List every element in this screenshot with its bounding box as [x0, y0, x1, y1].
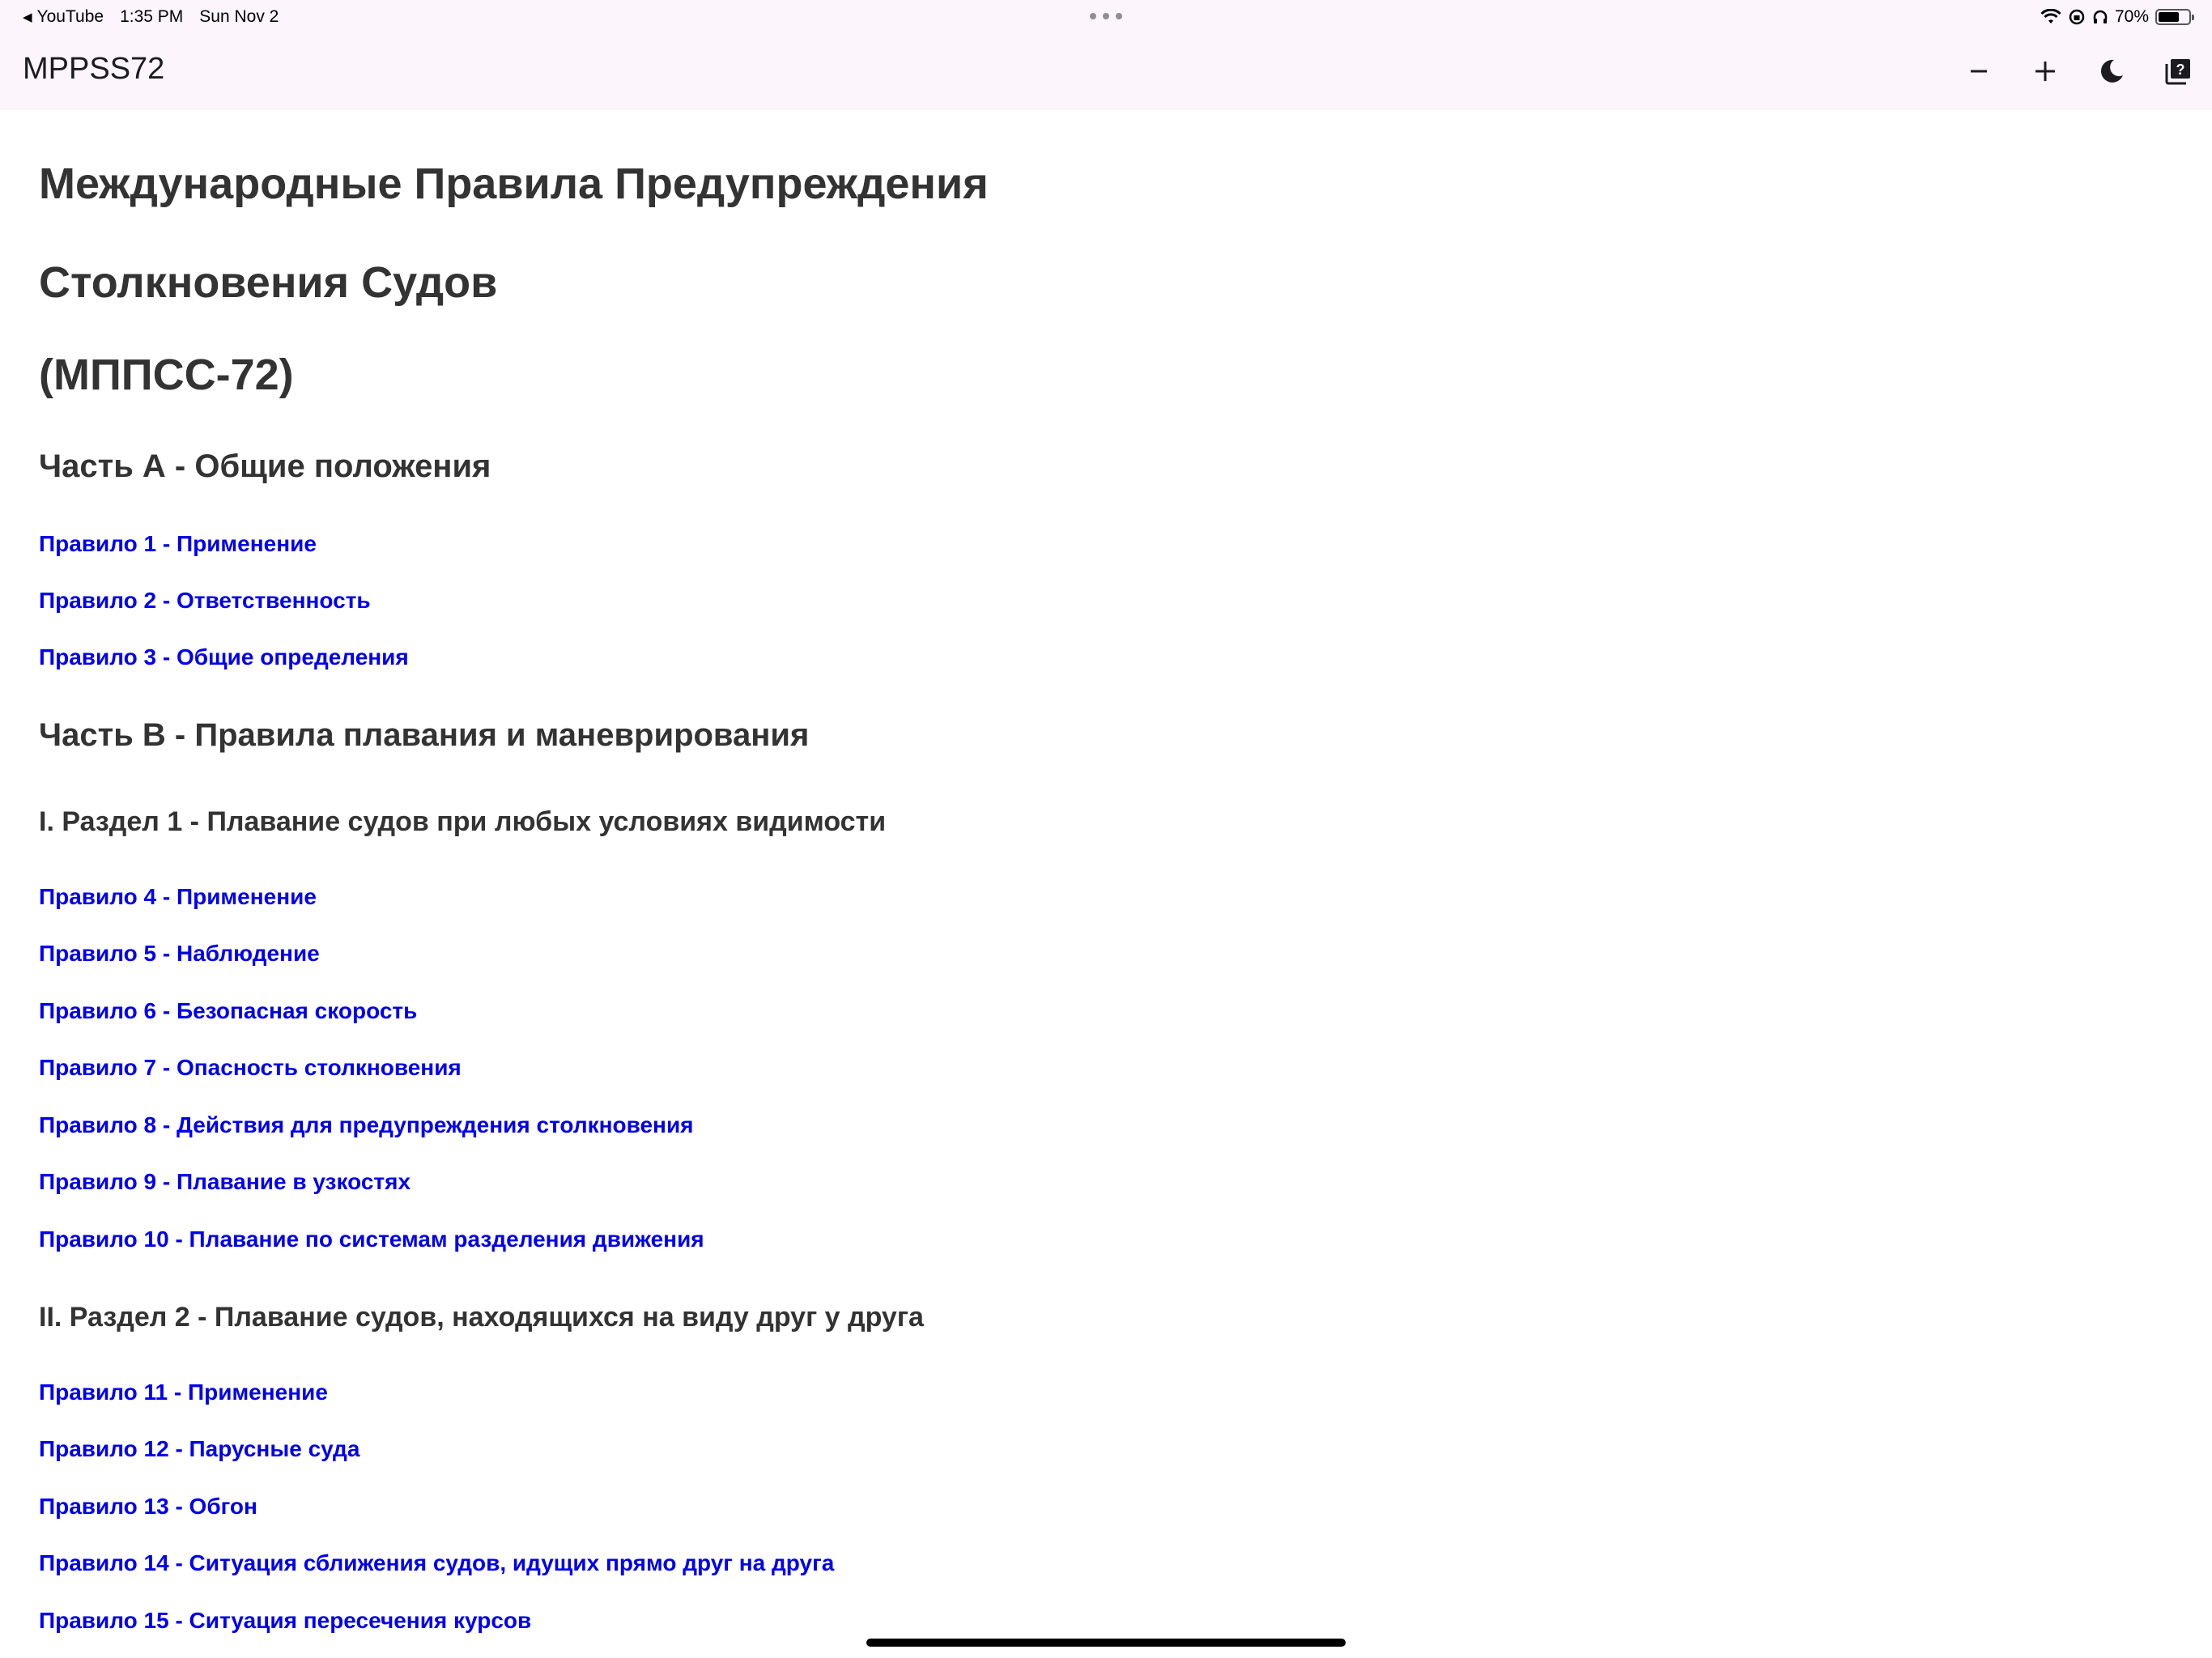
rule-link[interactable]: Правило 10 - Плавание по системам разделения движения [39, 1226, 704, 1252]
app-title: MPPSS72 [23, 52, 165, 86]
document-content [39, 110, 2176, 1632]
rule-link[interactable]: Правило 1 - Применение [39, 531, 317, 556]
rule-link[interactable]: Правило 12 - Парусные суда [39, 1436, 360, 1461]
section1-heading: I. Раздел 1 - Плавание судов при любых условиях видимости [39, 806, 887, 837]
rule-link[interactable]: Правило 11 - Применение [39, 1380, 328, 1405]
status-bar-right [2040, 5, 2191, 29]
headphones-icon [2092, 9, 2108, 25]
rule-link[interactable]: Правило 6 - Безопасная скорость [39, 998, 418, 1023]
minus-icon [1963, 55, 1995, 87]
wifi-icon [2040, 9, 2061, 25]
rule-link[interactable]: Правило 14 - Ситуация сближения судов, идущих прямо друг на друга [39, 1550, 835, 1575]
status-bar-left [23, 5, 279, 29]
moon-icon [2095, 55, 2128, 87]
part-b-heading: Часть В - Правила плавания и маневрирования [39, 717, 810, 753]
help-book-icon [2162, 55, 2194, 87]
battery-level-fill [2159, 12, 2179, 22]
battery-icon [2155, 9, 2191, 25]
rule-link[interactable]: Правило 9 - Плавание в узкостях [39, 1169, 411, 1194]
rule-link[interactable]: Правило 13 - Обгон [39, 1494, 257, 1519]
rule-link[interactable]: Правило 15 - Ситуация пересечения курсов [39, 1608, 532, 1633]
rule-link[interactable]: Правило 4 - Применение [39, 884, 317, 909]
rule-link[interactable]: Правило 3 - Общие определения [39, 644, 409, 670]
home-indicator[interactable] [866, 1639, 1346, 1647]
multitasking-dots-icon[interactable] [1090, 8, 1122, 24]
rule-link[interactable]: Правило 5 - Наблюдение [39, 941, 320, 966]
part-a-heading: Часть А - Общие положения [39, 449, 491, 484]
back-arrow-icon[interactable]: ◀ [23, 11, 32, 24]
svg-text:?: ? [2176, 62, 2185, 78]
zoom-in-button[interactable] [2021, 47, 2069, 96]
section2-heading: II. Раздел 2 - Плавание судов, находящихся на виду друг у друга [39, 1302, 924, 1333]
help-button[interactable] [2154, 47, 2202, 96]
orientation-lock-icon [2068, 8, 2086, 26]
document-title-line2: Столкновения Судов [39, 258, 498, 307]
status-bar [0, 0, 2212, 32]
rule-link[interactable]: Правило 7 - Опасность столкновения [39, 1055, 462, 1080]
status-time: 1:35 PM [120, 7, 184, 26]
document-title-line3: (МППСС-72) [39, 351, 294, 399]
rule-link[interactable]: Правило 2 - Ответственность [39, 588, 371, 613]
rule-link[interactable]: Правило 8 - Действия для предупреждения столкновения [39, 1112, 694, 1137]
dark-mode-button[interactable] [2087, 47, 2136, 96]
back-app-label[interactable]: YouTube [36, 7, 104, 26]
status-date: Sun Nov 2 [199, 7, 279, 26]
app-toolbar [0, 32, 2212, 110]
zoom-out-button[interactable] [1955, 47, 2003, 96]
plus-icon [2029, 55, 2061, 87]
battery-percent: 70% [2114, 7, 2149, 26]
document-title-line1: Международные Правила Предупреждения [39, 159, 989, 208]
